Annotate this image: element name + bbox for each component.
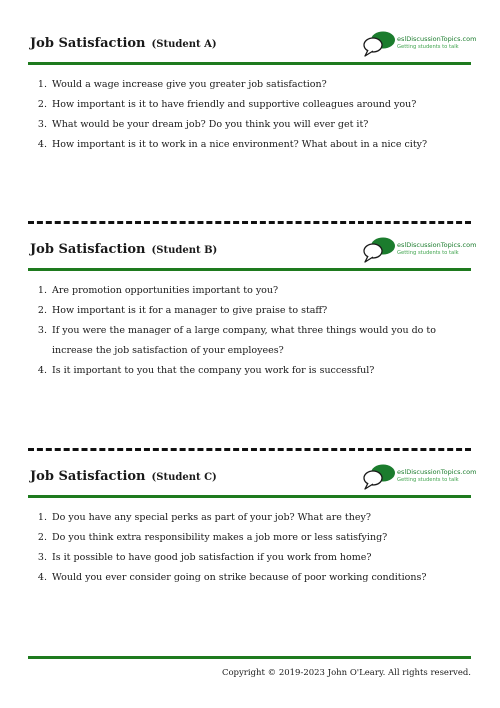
student-label: (Student C) — [151, 472, 217, 483]
section-student-a — [28, 30, 477, 155]
copyright-notice: Copyright © 2019-2023 John O'Leary. All rights reserved. — [221, 668, 471, 678]
green-divider — [28, 62, 471, 65]
student-label: (Student B) — [151, 245, 218, 256]
site-logo — [361, 236, 477, 266]
question-list — [28, 281, 471, 381]
question-item: 2. How important is it to have friendly and supportive colleagues around you? — [50, 95, 471, 115]
speech-bubbles-icon — [361, 30, 397, 58]
logo-tagline: Getting students to talk — [397, 477, 459, 483]
question-item: 1. Do you have any special perks as part of your job? What are they? — [50, 508, 471, 528]
title-text: Job Satisfaction — [30, 36, 146, 51]
question-item: 4. How important is it to work in a nice environment? What about in a nice city? — [50, 135, 471, 155]
question-list — [28, 75, 471, 155]
site-logo — [361, 30, 477, 60]
section-header — [28, 236, 477, 266]
question-item: 1. Are promotion opportunities important to you? — [50, 281, 471, 301]
question-item: 4. Would you ever consider going on strike because of poor working conditions? — [50, 568, 471, 588]
student-label: (Student A) — [151, 39, 217, 50]
question-item: 3. If you were the manager of a large company, what three things would you do to increase the job satisfaction of your employees? — [50, 321, 471, 361]
question-item: 2. How important is it for a manager to give praise to staff? — [50, 301, 471, 321]
section-header — [28, 463, 477, 493]
footer-divider — [28, 656, 471, 659]
logo-site-name: eslDiscussionTopics.com — [397, 35, 477, 43]
question-item: 4. Is it important to you that the company you work for is successful? — [50, 361, 471, 381]
logo-site-name: eslDiscussionTopics.com — [397, 241, 477, 249]
question-item: 1. Would a wage increase give you greater job satisfaction? — [50, 75, 471, 95]
section-title — [30, 242, 217, 257]
green-divider — [28, 495, 471, 498]
speech-bubbles-icon — [361, 236, 397, 264]
green-divider — [28, 268, 471, 271]
section-header — [28, 30, 477, 60]
section-title — [30, 469, 217, 484]
site-logo — [361, 463, 477, 493]
section-title — [30, 36, 217, 51]
cut-line — [28, 221, 471, 224]
cut-line — [28, 448, 471, 451]
question-list — [28, 508, 471, 588]
logo-tagline: Getting students to talk — [397, 44, 459, 50]
section-student-c — [28, 463, 477, 588]
question-item: 3. What would be your dream job? Do you think you will ever get it? — [50, 115, 471, 135]
logo-site-name: eslDiscussionTopics.com — [397, 468, 477, 476]
question-item: 2. Do you think extra responsibility makes a job more or less satisfying? — [50, 528, 471, 548]
speech-bubbles-icon — [361, 463, 397, 491]
question-item: 3. Is it possible to have good job satisfaction if you work from home? — [50, 548, 471, 568]
section-student-b — [28, 236, 477, 381]
title-text: Job Satisfaction — [30, 469, 146, 484]
logo-tagline: Getting students to talk — [397, 250, 459, 256]
title-text: Job Satisfaction — [30, 242, 146, 257]
